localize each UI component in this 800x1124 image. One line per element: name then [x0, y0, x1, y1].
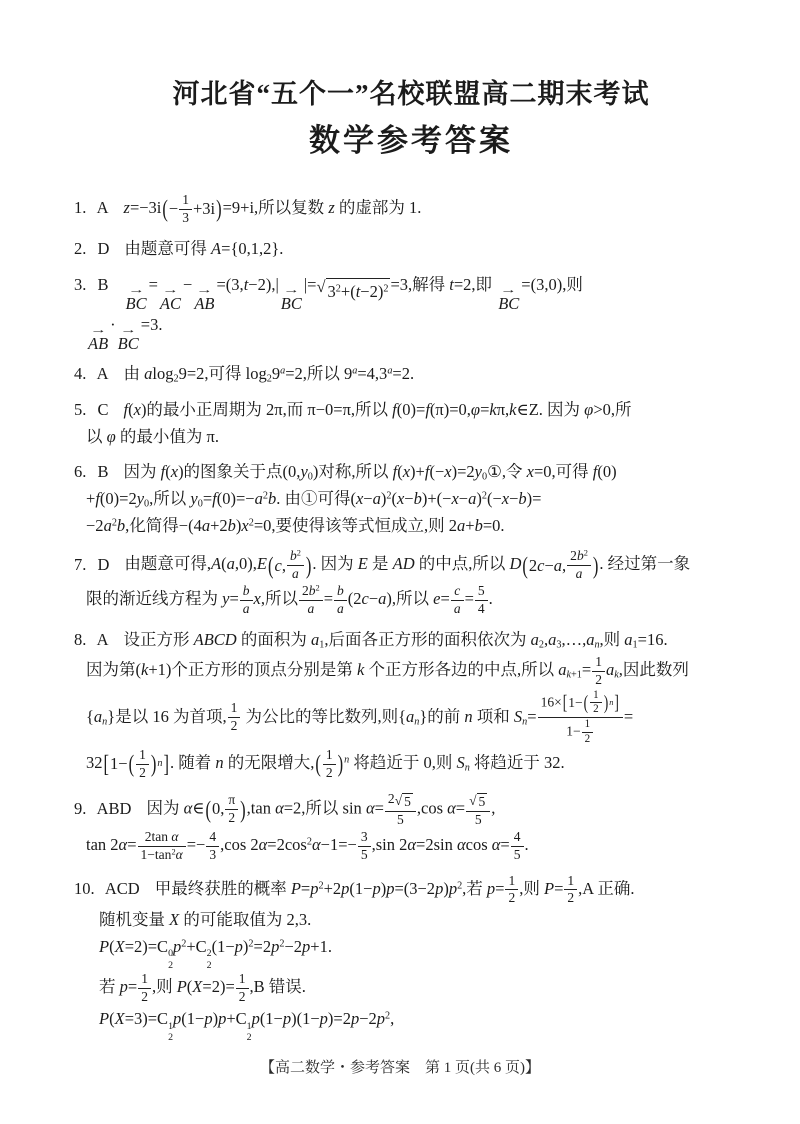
fraction: √ 5 5	[466, 791, 490, 829]
page-footer: 【高二数学・参考答案 第 1 页(共 6 页)】	[260, 1060, 540, 1076]
question-number: 4.	[74, 364, 87, 384]
answer-line: tan 2α= $\frac{\text{2tan α}}{1-\tan^2\alpha}$ =− $\frac{4}{3}$ ,cos $2\alpha=2\cos^2\alpha-1=-$ $\frac{3}{5}$ ,sin 2α=2sin αcos α= $\frac{4}{5}$ .	[86, 828, 529, 862]
answer-line: 8. A 设正方形 ABCD 的面积为 a1,后面各正方形的面积依次为 a2,a3,…,an,则 a1=16.	[74, 630, 668, 651]
answer-line: 32 [ 1− ( $\frac{1}{2}$ ) n ] . 随着 n 的无限增大, ( $\frac{1}{2}$ ) $^n$ 将趋近于 0,则 Sn 将趋近于 32.	[86, 747, 565, 780]
fraction: $\frac{4}{3}$	[206, 829, 219, 864]
answer-line: 若 p= $\frac{1}{2}$ ,则 P(X=2)= $\frac{1}{2}$ ,B 错误.	[99, 971, 306, 1005]
sqrt-expression: √ $3^2+(t-2)^2$	[316, 278, 390, 306]
answer-item	[74, 459, 748, 539]
question-label	[74, 198, 124, 217]
question-label	[74, 555, 124, 574]
answer-letter: A	[93, 198, 109, 218]
fraction: $\frac{\pi}{2}$	[225, 792, 238, 827]
question-number: 2.	[74, 238, 87, 258]
fraction: $\frac{1}{2}$	[564, 873, 577, 908]
answer-item	[74, 236, 748, 263]
answer-line: P(X=2)=C 0 2 $p^2+C$ 2 2 $(1-p)^2=2p^2-2p+1$.	[99, 937, 332, 971]
binomial-indices: 2 2	[206, 948, 212, 971]
vector: → BC	[498, 283, 520, 313]
fraction: $\frac{1}{2}$	[228, 700, 241, 735]
radical-icon: √	[469, 792, 477, 808]
answer-item	[74, 873, 748, 1044]
binomial-indices: 1 2	[246, 1020, 252, 1043]
question-label	[74, 879, 155, 898]
answer-letter: A	[93, 364, 109, 384]
answer-letter: D	[93, 238, 110, 258]
fraction: $\frac{4}{5}$	[511, 829, 524, 864]
fraction: $\frac{3}{5}$	[358, 829, 371, 864]
question-number: 8.	[74, 630, 87, 650]
answer-letter: ABD	[93, 798, 132, 818]
exam-title: 河北省“五个一”名校联盟高二期末考试	[172, 79, 650, 109]
answer-letter: C	[93, 399, 109, 419]
fraction: $\frac{2b^2}{a}$	[299, 583, 323, 618]
answer-line: 4. A 由 alog29=2,可得 $\log 29^a=2$,所以 $9^a=4,3^a=2$.	[74, 364, 415, 385]
question-number: 9.	[74, 798, 87, 818]
answer-line: → AB · → BC =3.	[88, 314, 163, 353]
fraction: $\frac{1}{2}$	[236, 971, 249, 1006]
fraction: $\frac{b}{a}$	[240, 583, 253, 618]
vector: → AB	[88, 323, 109, 353]
answer-line: 1. A z=−3i ( − $\frac{1}{3}$ +3i ) =9+i,所以复数 z 的虚部为 1.	[74, 192, 422, 225]
fraction: $\frac{5}{4}$	[475, 583, 488, 618]
question-number: 10.	[74, 878, 95, 898]
vector: → AC	[159, 283, 182, 313]
answer-line: 7. D 由题意可得,A(a,0),E ( c , $\frac{b^2}{a}$ ) . 因为 E 是 AD 的中点,所以 D ( 2 c − a , $\frac{2b^2}{a}$ ) . 经过第一象	[74, 548, 691, 582]
answer-line: 以 φ 的最小值为 π.	[86, 426, 219, 446]
answer-line: {an}是以 16 为首项, $\frac{1}{2}$ 为公比的等比数列,则{an}的前 n 项和 Sn= 16× [ 1− ( $\frac{1}{2}$ ) n ] 1− $\frac{1}{2}$ =	[86, 688, 634, 746]
sqrt-expression: √ 5	[394, 792, 411, 809]
answer-letter: A	[93, 630, 109, 650]
answer-line: 2. D 由题意可得 A={0,1,2}.	[74, 238, 284, 258]
vector-arrow-icon: →	[500, 283, 517, 296]
vector-arrow-icon: →	[283, 283, 300, 296]
binomial-indices: 1 2	[168, 1020, 173, 1043]
question-label	[74, 239, 124, 258]
answer-letter: ACD	[101, 878, 140, 898]
fraction: $\frac{b^2}{a}$	[287, 548, 304, 583]
fraction: $\frac{c}{a}$	[451, 583, 464, 618]
vector: → AB	[194, 283, 215, 313]
answer-line: 限的渐近线方程为 y= $\frac{b}{a}$ x,所以 $\frac{2b^2}{a}$ = $\frac{b}{a}$ (2c−a),所以 e= $\frac{c}{a}$ = $\frac{5}{4}$ .	[86, 583, 493, 617]
answer-line: 随机变量 X 的可能取值为 2,3.	[99, 910, 312, 930]
answer-item	[74, 548, 748, 618]
answer-line: P(X=3)=C 1 2 p(1−p)p+C 1 2 $p(1-p)(1-p)=2p-2p^2$,	[99, 1009, 395, 1043]
sqrt-expression: √ 5	[469, 792, 486, 809]
vector-arrow-icon: →	[162, 283, 179, 296]
answer-letter: D	[93, 554, 110, 574]
answer-line: 5. C f(x)的最小正周期为 2π,而 π−0=π,所以 f(0)=f(π)=0,φ=kπ,k∈Z. 因为 φ>0,所	[74, 399, 632, 419]
answer-letter: B	[93, 274, 109, 294]
fraction: $\frac{\text{2tan α}}{1-\tan^2\alpha}$	[138, 829, 186, 864]
question-label	[74, 799, 146, 818]
binomial-indices: 0 2	[168, 948, 173, 971]
question-label	[74, 275, 124, 294]
vector: → BC	[117, 323, 139, 353]
vector-arrow-icon: →	[127, 283, 145, 296]
fraction: 2 √ 5 5	[385, 791, 416, 829]
answer-item	[74, 192, 748, 227]
question-label	[74, 462, 124, 481]
question-label	[74, 364, 124, 383]
vector-arrow-icon: →	[119, 323, 137, 336]
answer-line: 3. B → BC = → AC − → AB =(3,t−2),| → BC |= √ $3^2+(t-2)^2$ =3,解得 t=2,即 → BC =(3,0),则	[74, 274, 583, 313]
question-number: 1.	[74, 198, 87, 218]
fraction: $\frac{1}{2}$	[138, 971, 151, 1006]
answer-item	[74, 272, 748, 353]
vector-arrow-icon: →	[89, 323, 107, 336]
fraction: $\frac{1}{2}$	[592, 654, 605, 689]
question-number: 5.	[74, 399, 87, 419]
vector-arrow-icon: →	[196, 283, 213, 296]
answer-line: 10. ACD 甲最终获胜的概率 $P=p^2+2p(1-p)p=(3-2p)p^2$,若 p= $\frac{1}{2}$ ,则 P= $\frac{1}{2}$ ,A 正确.	[74, 872, 635, 906]
answer-line: 6. B 因为 f(x)的图象关于点(0,y0)对称,所以 f(x)+f(−x)=2y0①,令 x=0,可得 f(0)	[74, 462, 617, 483]
vector: → BC	[125, 283, 147, 313]
answer-item	[74, 397, 748, 450]
question-label	[74, 630, 124, 649]
question-number: 7.	[74, 554, 87, 574]
answer-line: $-2a^2b$,化简得$-(4a+2b)x^2=0$,要使得该等式恒成立,则 2a+b=0.	[86, 515, 505, 535]
answer-line: 9. ABD 因为 α∈ ( 0, $\frac{\pi}{2}$ ) ,tan α=2,所以 sin α= 2 √ 5 5 ,cos α= √ 5 5 ,	[74, 790, 496, 827]
fraction: $\frac{1}{2}$	[590, 689, 602, 718]
answers-list	[74, 192, 748, 1043]
answer-item	[74, 627, 748, 782]
fraction: $\frac{1}{3}$	[179, 192, 192, 227]
fraction: $\frac{1}{2}$	[582, 718, 594, 747]
fraction: $\frac{1}{2}$	[323, 747, 336, 782]
fraction: $\frac{b}{a}$	[334, 583, 347, 618]
question-number: 6.	[74, 462, 87, 482]
answer-item	[74, 791, 748, 864]
fraction: $\frac{2b^2}{a}$	[567, 548, 591, 583]
answer-letter: B	[93, 462, 109, 482]
vector: → BC	[280, 283, 302, 313]
fraction: $\frac{1}{2}$	[136, 747, 149, 782]
answer-item	[74, 361, 748, 388]
radical-icon: √	[394, 792, 403, 808]
radical-icon: √	[316, 276, 326, 296]
answer-key-title: 数学参考答案	[309, 123, 513, 158]
answer-line: +f(0)=2y0,所以 $y0=f(0)=-a^2b$. 由①可得$(x-a)^2(x-b)+(-x-a)^2(-x-b)=$	[86, 489, 542, 510]
question-number: 3.	[74, 274, 87, 294]
answer-line: 因为第(k+1)个正方形的顶点分别是第 k 个正方形各边的中点,所以 ak+1= $\frac{1}{2}$ ak,因此数列	[86, 653, 689, 687]
fraction: $\frac{1}{2}$	[505, 873, 518, 908]
fraction: 16× [ 1− ( $\frac{1}{2}$ ) n ] 1− $\frac{1}{2}$	[538, 689, 623, 747]
question-label	[74, 400, 124, 419]
